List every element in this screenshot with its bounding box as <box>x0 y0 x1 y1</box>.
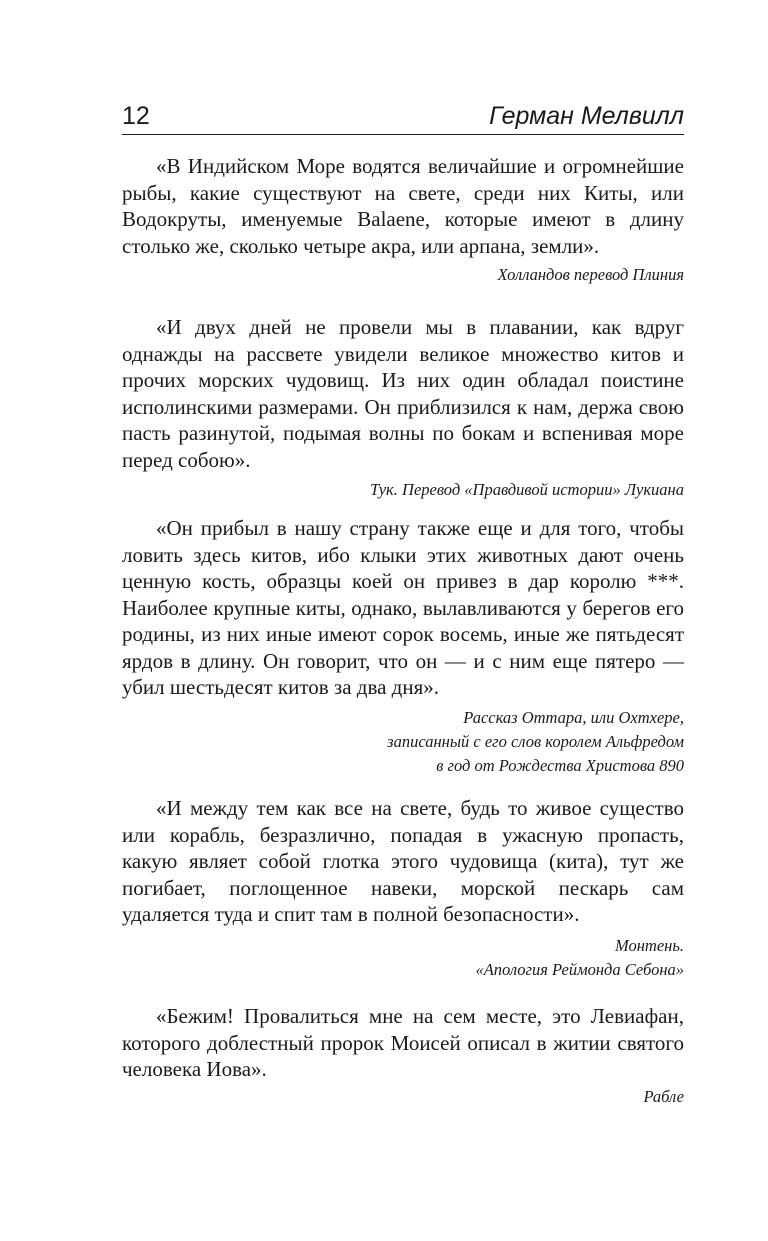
running-title: Герман Мелвилл <box>489 102 684 130</box>
epigraph-attribution <box>122 706 684 778</box>
epigraph-quote: «Он прибыл в нашу страну также еще и для того, чтобы ловить здесь китов, ибо клыки этих животных дают очень ценную кость, образцы коей он привез в дар королю ***. Наиболее крупные киты, однако, вылавливаются у берегов его родины, из них иные имеют сорок восемь, иные же пятьдесят ярдов в длину. Он говорит, что он — и с ним еще пятеро — убил шестьдесят китов за два дня». <box>122 516 684 699</box>
epigraph-attribution <box>122 934 684 982</box>
epigraph-block <box>122 515 684 778</box>
epigraph-quote: «В Индийском Море водятся величайшие и огромнейшие рыбы, какие существуют на свете, среди них Киты, или Водокруты, именуемые Balaene, которые имеют в длину столько же, сколько четыре акра, или арпана, земли». <box>122 154 684 258</box>
epigraph-quote: «И между тем как все на свете, будь то живое существо или корабль, безразлично, попадая в ужасную пропасть, какую являет собой глотка этого чудовища (кита), тут же погибает, поглощенное навеки, морской пескарь сам удаляется туда и спит там в полной безопасности». <box>122 796 684 926</box>
book-page <box>122 0 684 1241</box>
epigraph-block <box>122 153 684 287</box>
attribution-line: Монтень. <box>614 935 684 955</box>
attribution-line: Холландов перевод Плиния <box>497 265 684 284</box>
attribution-line: Рабле <box>643 1086 684 1106</box>
epigraph-attribution <box>122 263 684 287</box>
attribution-line: записанный с его слов королем Альфредом <box>387 731 684 751</box>
attribution-line: Рассказ Оттара, или Охтхере, <box>463 707 684 727</box>
attribution-line: в год от Рождества Христова 890 <box>436 755 684 775</box>
epigraph-quote: «И двух дней не провели мы в плавании, как вдруг однажды на рассвете увидели великое множество китов и прочих морских чудовищ. Из них один обладал поистине исполинскими размерами. Он приблизился к нам, держа свою пасть разинутой, подымая волны по бокам и вспенивая море перед собою». <box>122 315 684 472</box>
attribution-line: «Апология Реймонда Себона» <box>475 959 684 979</box>
epigraph-attribution <box>122 1085 684 1109</box>
epigraph-block <box>122 795 684 982</box>
epigraph-block <box>122 1003 684 1109</box>
page-number: 12 <box>122 102 150 130</box>
epigraph-quote: «Бежим! Провалиться мне на сем месте, это Левиафан, которого доблестный пророк Моисей описал в житии святого человека Иова». <box>122 1004 684 1081</box>
epigraph-attribution <box>122 478 684 502</box>
epigraph-block <box>122 314 684 502</box>
attribution-line: Тук. Перевод «Правдивой истории» Лукиана <box>369 480 684 499</box>
page-header <box>122 100 684 135</box>
